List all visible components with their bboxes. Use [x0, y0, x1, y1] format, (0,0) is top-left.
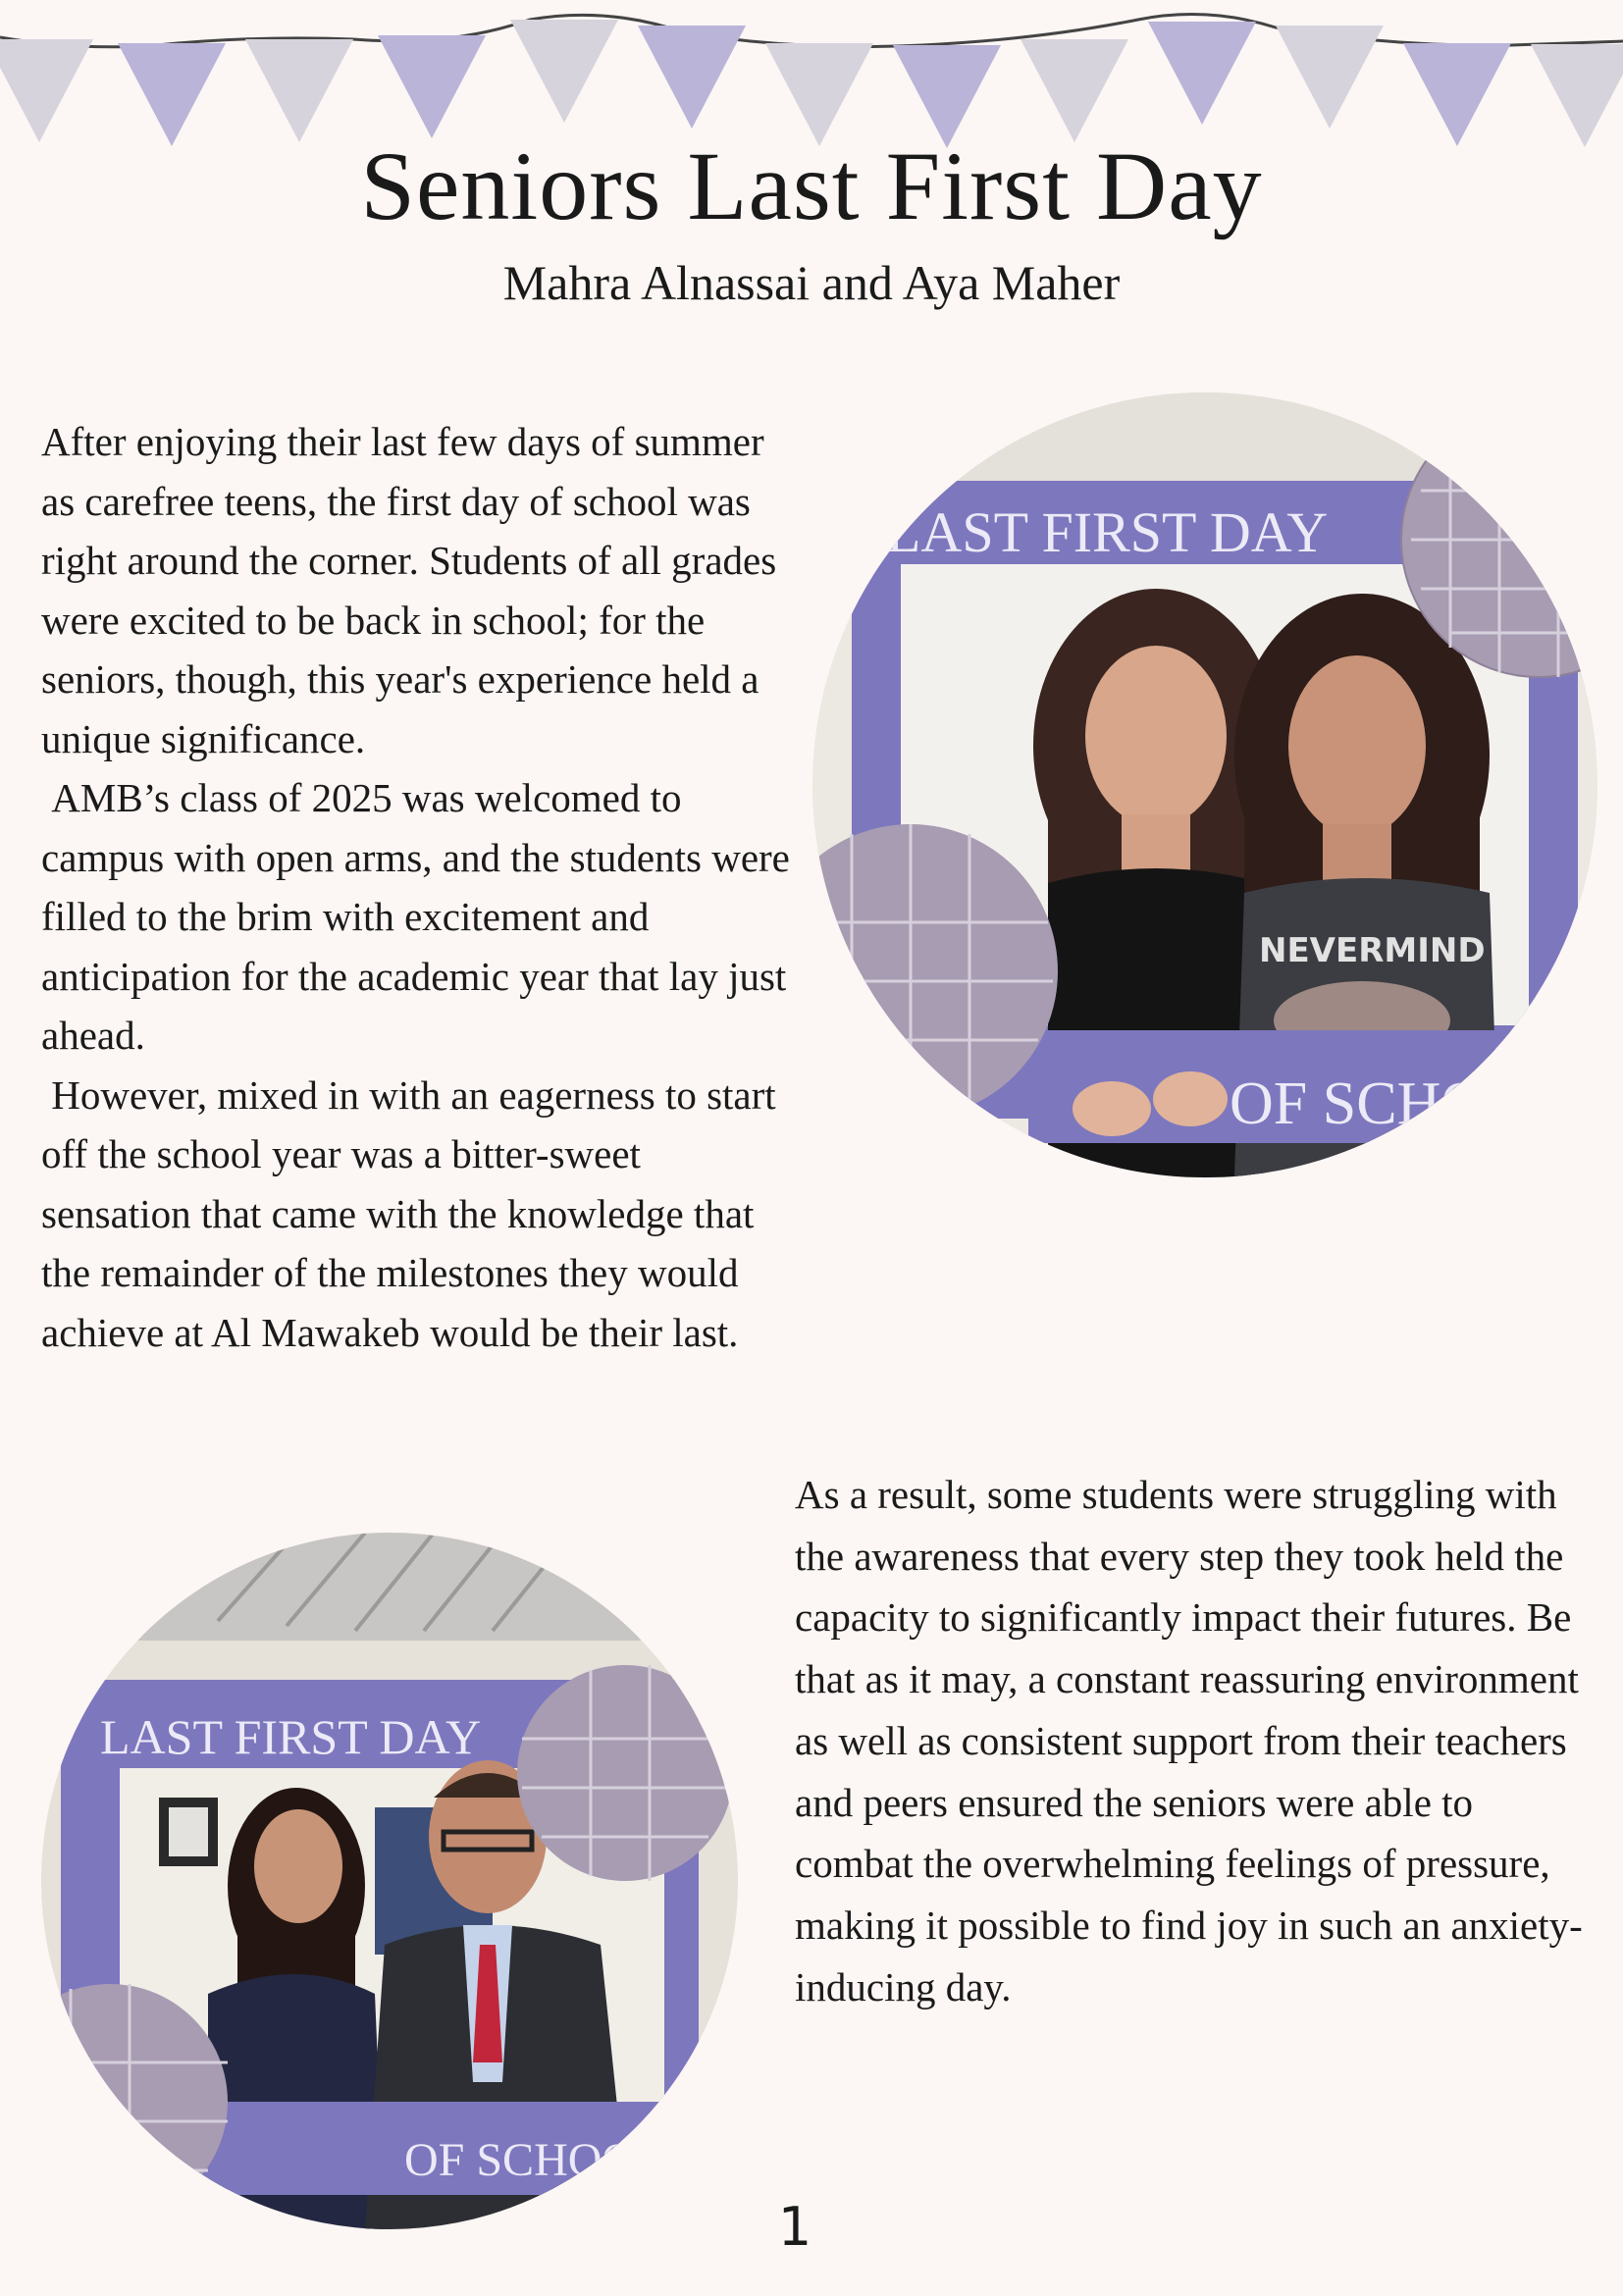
- paragraph-4: As a result, some students were struggling with the awareness that every step they took held the capacity to significantly impact their futures. Be that as it may, a constant reassuring environment as well as consistent support from their teachers and peers ensured the seniors were able to combat the overwhelming feelings of pressure, making it possible to find joy in such an anxiety-inducing day.: [795, 1472, 1583, 2009]
- bunting-flag: [118, 43, 226, 146]
- bunting-flag: [1276, 26, 1384, 129]
- frame-bottom-text: OF SCHO: [1230, 1070, 1486, 1137]
- article-column-right: [795, 1464, 1599, 2017]
- paragraph-1: After enjoying their last few days of summer as carefree teens, the first day of school was right around the corner. Students of all grades were excited to be back in school; for the seniors, though, this year's experience held a unique significance.: [41, 419, 777, 761]
- frame-top-text-2: LAST FIRST DAY: [100, 1709, 482, 1764]
- bunting-flag: [0, 39, 93, 142]
- disco-ball-right: [517, 1665, 733, 1881]
- photo-student-with-teacher: [41, 1533, 738, 2229]
- paragraph-3: However, mixed in with an eagerness to start off the school year was a bitter-sweet sensation that came with the knowledge that the remainder of the milestones they would achieve at Al Mawakeb would be their last.: [41, 1071, 776, 1355]
- bunting-flag: [510, 20, 618, 123]
- bunting-flag: [1148, 22, 1256, 125]
- page-title: Seniors Last First Day: [360, 131, 1263, 240]
- bunting-flag: [245, 39, 353, 142]
- paragraph-2: AMB’s class of 2025 was welcomed to campus with open arms, and the students were filled to the brim with excitement and anticipation for the academic year that lay just ahead.: [41, 775, 790, 1058]
- author-byline: Mahra Alnassai and Aya Maher: [502, 255, 1121, 310]
- bunting-flag: [1021, 39, 1128, 142]
- page-number: 1: [777, 2196, 812, 2258]
- bunting-flag: [378, 35, 486, 138]
- bunting-flag: [638, 26, 746, 129]
- photo-two-seniors: [812, 392, 1597, 1177]
- article-column-left: [41, 412, 797, 1362]
- bunting-flag: [1403, 43, 1511, 146]
- frame-top-text: LAST FIRST DAY: [886, 500, 1329, 564]
- shirt-text: NEVERMIND: [1259, 931, 1486, 970]
- frame-bottom-text-2: OF SCHOOL: [404, 2134, 665, 2186]
